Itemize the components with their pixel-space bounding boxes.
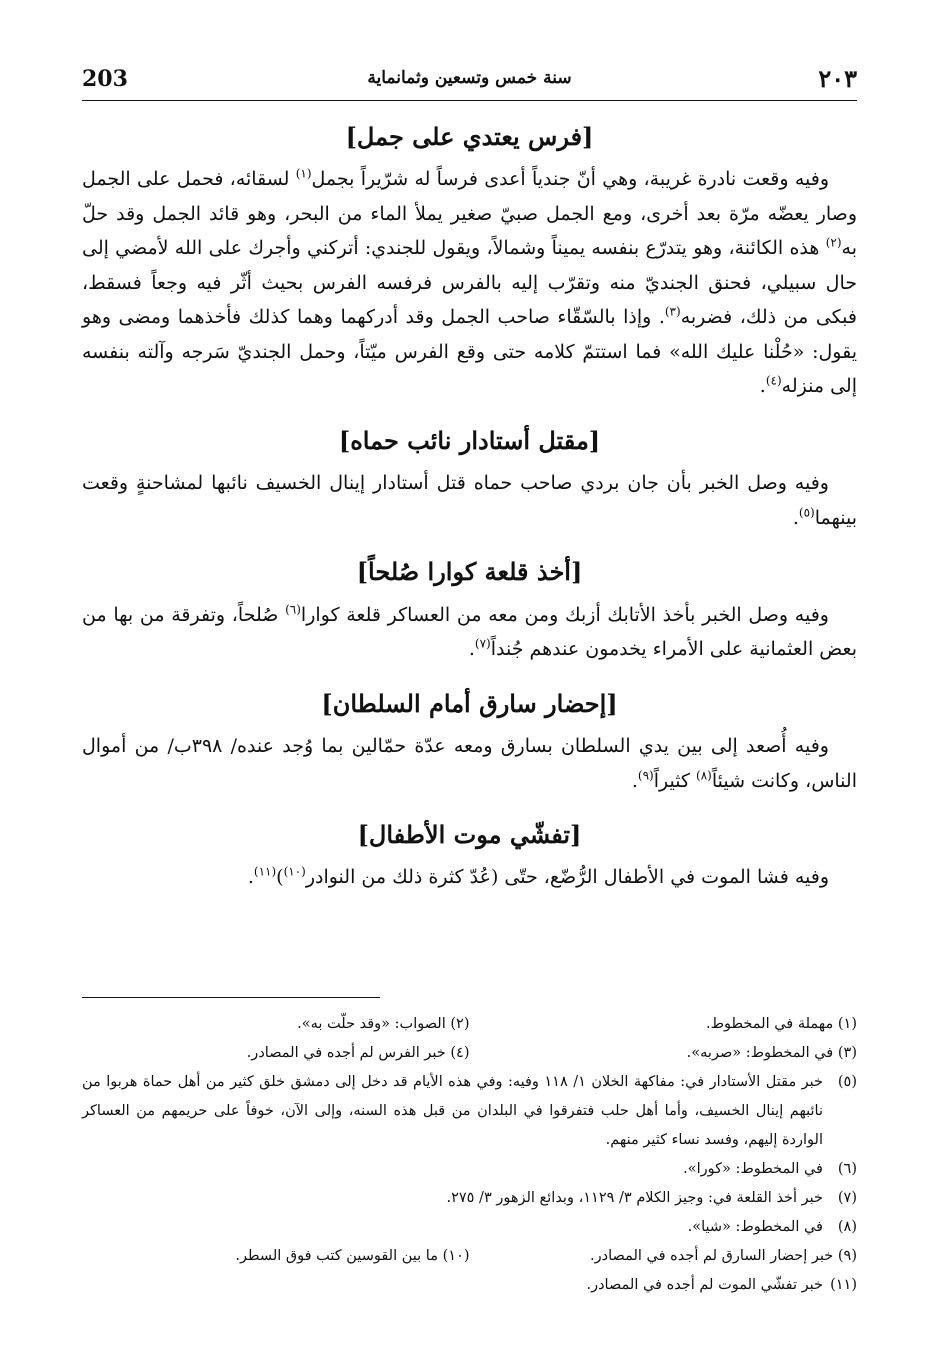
section-paragraph xyxy=(82,598,857,667)
section-heading: [مقتل أستادار نائب حماه] xyxy=(338,425,601,455)
footnotes xyxy=(82,1010,857,1300)
footnote-row xyxy=(82,1039,857,1068)
text-run: لسقائه، فحمل على الجمل وصار يعضّه مرّة بعد أخرى، ومع الجمل صبيّ صغير يملأ الماء من البحر، وهو قائد الجمل وقد حلّ به xyxy=(82,168,857,260)
footnote-text: خبر الفرس لم أجده في المصادر. xyxy=(246,1045,446,1061)
section-child-deaths xyxy=(82,816,857,895)
text-run: صُلحاً، وتفرقة من بها من بعض العثمانية على الأمراء يخدمون عندهم جُنداً xyxy=(82,603,857,661)
footnote-text: خبر مقتل الأستادار في: مفاكهة الخلان ١/ ١١٨ وفيه: وفي هذه الأيام قد دخل إلى دمشق خلق كثير من أهل حماة هربوا من نائبهم إينال الخسيف، وأما أهل حلب فتفرقوا في البلدان من قبل هذه السنه، وإلى الآن، خوفاً على حريمهم من العساكر الواردة إليهم، وفسد نساء كثير منهم. xyxy=(82,1074,823,1148)
text-run: وفيه فشا الموت في الأطفال الرُّضّع، حتّى (عُدّ كثرة ذلك من النوادر xyxy=(305,866,829,889)
footnote-number: (٨) xyxy=(837,1219,857,1235)
footnote-number: (٢) xyxy=(450,1016,470,1032)
footnote-9 xyxy=(470,1242,858,1271)
section-heading: [إحضار سارق أمام السلطان] xyxy=(321,688,618,718)
footnote-number: (١) xyxy=(837,1016,857,1032)
text-run: كثيراً xyxy=(653,769,697,792)
footnote-number: (١١) xyxy=(830,1277,857,1293)
footnote-10 xyxy=(82,1242,470,1271)
footnote-text: في المخطوط: «كورا». xyxy=(683,1161,823,1177)
page-header xyxy=(82,60,857,101)
text-run: ) xyxy=(276,866,284,889)
footnote-text: الصواب: «وقد حلّت به». xyxy=(297,1016,446,1032)
footnote-number: (٦) xyxy=(837,1161,857,1177)
section-paragraph xyxy=(82,466,857,535)
footnote-reference: (٨) xyxy=(696,768,712,783)
section-horse-attacks-camel xyxy=(82,118,857,404)
page-number-arabic: ٢٠٣ xyxy=(818,64,857,93)
text-run: وفيه وصل الخبر بأن جان بردي صاحب حماه قتل أستادار إينال الخسيف نائبها لمشاحنةٍ وقعت بينهما xyxy=(82,472,857,529)
section-heading: [تفشّي موت الأطفال] xyxy=(357,820,582,850)
text-run: . وإذا بالسّقّاء صاحب الجمل وقد أدركهما وهما كذلك فأخذهما ومضى وهو يقول: «حُلْنا عليك الله» فما استتمّ كلامه حتى وقع الفرس ميّتاً، وحمل الجنديّ سَرجه وآلته بنفسه إلى منزله xyxy=(82,306,857,398)
footnote-number: (٣) xyxy=(837,1045,857,1061)
section-paragraph xyxy=(82,162,857,404)
footnote-11 xyxy=(82,1271,857,1300)
footnote-6 xyxy=(82,1155,857,1184)
footnote-2 xyxy=(82,1010,470,1039)
main-text xyxy=(82,118,857,913)
footnote-text: خبر تفشّي الموت لم أجده في المصادر. xyxy=(586,1277,823,1293)
footnote-text: ما بين القوسين كتب فوق السطر. xyxy=(235,1248,438,1264)
footnote-text: مهملة في المخطوط. xyxy=(706,1016,834,1032)
footnote-reference: (٥) xyxy=(798,505,815,520)
section-ustadar-killing xyxy=(82,422,857,535)
footnote-reference: (١١) xyxy=(253,865,277,880)
footnote-row xyxy=(82,1010,857,1039)
footnote-1 xyxy=(470,1010,858,1039)
footnote-8 xyxy=(82,1213,857,1242)
page-number-latin: 203 xyxy=(82,66,128,92)
footnote-text: خبر أخذ القلعة في: وجيز الكلام ٣/ ١١٢٩، وبدائع الزهور ٣/ ٢٧٥. xyxy=(446,1190,823,1206)
footnote-4 xyxy=(82,1039,470,1068)
footnote-reference: (٦) xyxy=(285,602,301,617)
section-kawara-castle xyxy=(82,553,857,666)
section-paragraph xyxy=(82,860,857,895)
text-run: وفيه وصل الخبر بأخذ الأتابك أزبك ومن معه من العساكر قلعة كوارا xyxy=(300,603,829,626)
footnote-reference: (٧) xyxy=(474,636,491,651)
section-paragraph xyxy=(82,729,857,798)
section-thief-before-sultan xyxy=(82,685,857,798)
footnote-7 xyxy=(82,1184,857,1213)
text-run: . xyxy=(759,375,766,398)
footnote-text: خبر إحضار السارق لم أجده في المصادر. xyxy=(590,1248,834,1264)
footnote-number: (٤) xyxy=(450,1045,470,1061)
footnote-text: في المخطوط: «شيا». xyxy=(687,1219,823,1235)
text-run: هذه الكائنة، وهو يتدرّع بنفسه يميناً وشمالاً، ويقول للجندي: أتركني وأجرك على الله لأمضي إلى حال سبيلي، فحنق الجنديّ منه وتقرّب إليه بالفرس فرفسه الفرس بحيث أثّر فيه وجعاً فسقط، فبكى من ذلك، فضربه xyxy=(82,237,857,329)
footnote-number: (٧) xyxy=(837,1190,857,1206)
footnote-3 xyxy=(470,1039,858,1068)
text-run: . xyxy=(247,866,254,889)
footnote-reference: (٤) xyxy=(765,374,782,389)
footnote-reference: (١) xyxy=(295,167,312,182)
footnote-separator xyxy=(82,997,380,998)
text-run: وفيه وقعت نادرة غريبة، وهي أنّ جندياً أعدى فرساً له شرّيراً بجمل xyxy=(311,168,829,191)
footnote-number: (٥) xyxy=(837,1074,857,1090)
footnote-reference: (٩) xyxy=(637,768,654,783)
footnote-row xyxy=(82,1242,857,1271)
footnote-reference: (٣) xyxy=(664,305,681,320)
footnote-5 xyxy=(82,1068,857,1155)
section-heading: [أخذ قلعة كوارا صُلحاً] xyxy=(356,557,583,587)
running-title: سنة خمس وتسعين وثمانماية xyxy=(367,68,572,88)
text-run: . xyxy=(468,638,475,661)
footnote-reference: (٢) xyxy=(825,236,842,251)
text-run: . xyxy=(631,769,638,792)
footnote-number: (١٠) xyxy=(442,1248,470,1264)
footnote-reference: (١٠) xyxy=(283,865,306,880)
footnote-text: في المخطوط: «صربه». xyxy=(686,1045,834,1061)
footnote-number: (٩) xyxy=(837,1248,857,1264)
section-heading: [فرس يعتدي على جمل] xyxy=(345,122,594,151)
text-run: . xyxy=(792,506,799,529)
text-run: وفيه أُصعد إلى بين يدي السلطان بسارق ومعه عدّة حمّالين بما وُجد عنده/ ٣٩٨ب/ من أموال الناس، وكانت شيئاً xyxy=(82,735,857,792)
